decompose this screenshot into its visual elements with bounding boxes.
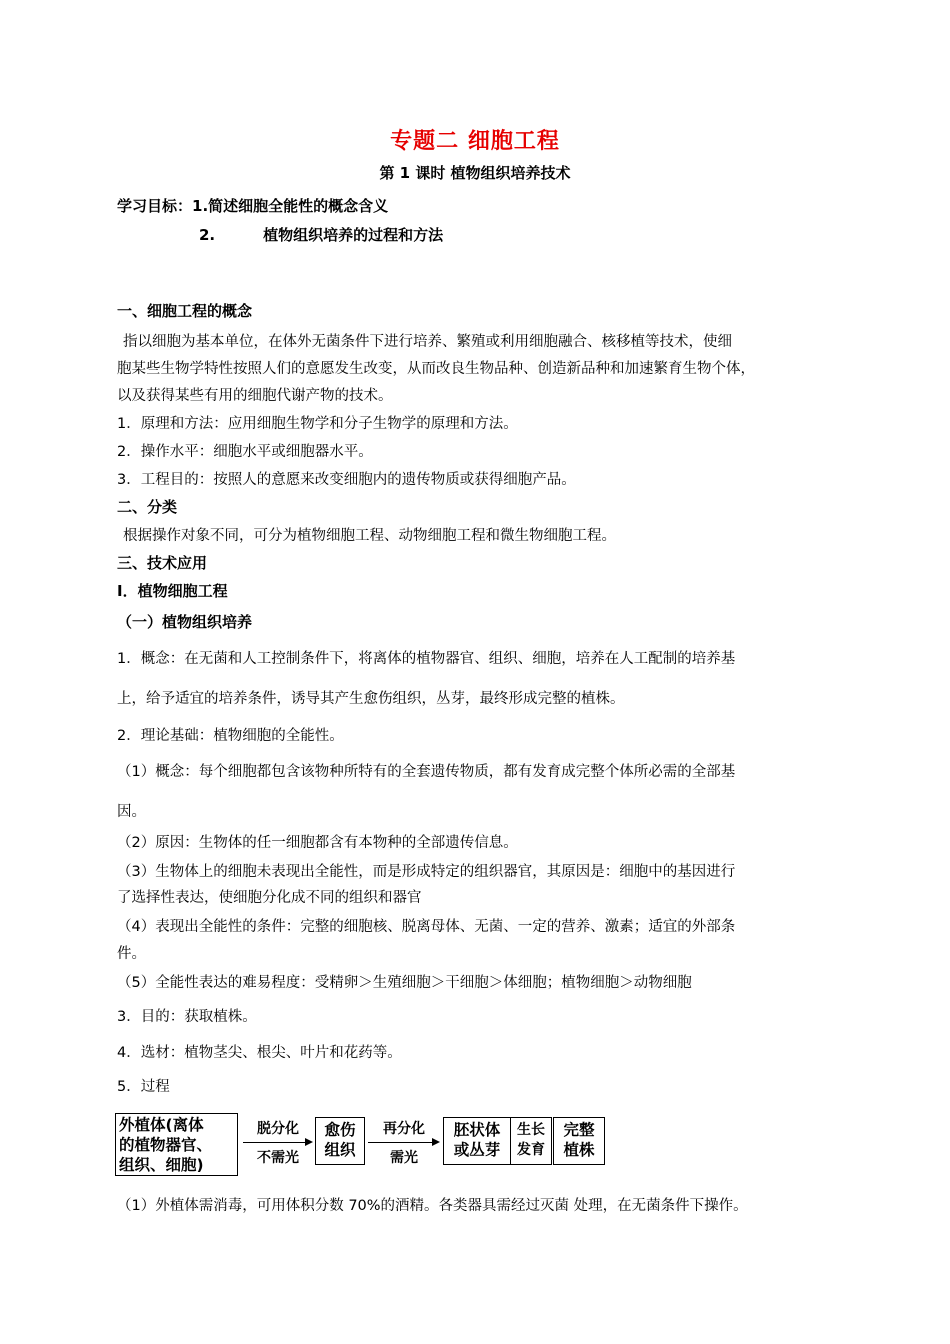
flow-box-line: 愈伤 [324,1121,356,1139]
list-item: （4）表现出全能性的条件：完整的细胞核、脱离母体、无菌、一定的营养、激素；适宜的外部条 [117,919,736,935]
flow-box-line: 发育 [517,1142,545,1158]
section-heading-classification: 二、分类 [117,498,178,516]
subsection-heading: （一）植物组织培养 [117,613,253,631]
paragraph-line: 件。 [117,946,146,962]
list-item: 5．过程 [117,1079,170,1095]
list-item: （5）全能性表达的难易程度：受精卵＞生殖细胞＞干细胞＞体细胞；植物细胞＞动物细胞 [117,975,692,991]
list-item: （2）原因：生物体的任一细胞都含有本物种的全部遗传信息。 [117,835,518,851]
flow-box-callus [315,1117,365,1165]
arrow-label-light: 需光 [390,1150,418,1166]
flow-box-line: 组织 [324,1141,356,1159]
learning-goal-2 [199,224,443,245]
flow-box-line: 外植体(离体 [119,1116,204,1134]
list-item: （3）生物体上的细胞未表现出全能性，而是形成特定的组织器官，其原因是：细胞中的基因进行 [117,864,736,880]
paragraph-line: 指以细胞为基本单位，在体外无菌条件下进行培养、繁殖或利用细胞融合、核移植等技术，使细 [123,334,732,350]
process-flow-diagram [115,1113,605,1176]
lesson-subtitle: 第 1 课时 植物组织培养技术 [379,164,571,182]
flow-box-line: 生长 [517,1122,545,1138]
paragraph-line: 因。 [117,804,146,820]
list-item: 3．工程目的：按照人的意愿来改变细胞内的遗传物质或获得细胞产品。 [117,472,576,488]
flow-box-line: 或丛芽 [453,1141,501,1159]
list-item: 3．目的：获取植株。 [117,1009,257,1025]
goal-2-number: 2. [199,226,216,244]
section-heading-concept: 一、细胞工程的概念 [117,302,253,320]
list-item: 4．选材：植物茎尖、根尖、叶片和花药等。 [117,1045,402,1061]
flow-box-line: 的植物器官、 [119,1136,213,1154]
flow-box-line: 完整 [563,1121,595,1139]
list-item: 1．原理和方法：应用细胞生物学和分子生物学的原理和方法。 [117,416,518,432]
subsection-heading: I．植物细胞工程 [117,582,228,600]
list-item: 1．概念：在无菌和人工控制条件下，将离体的植物器官、组织、细胞，培养在人工配制的培养基 [117,651,736,667]
page-title: 专题二 细胞工程 [390,129,560,154]
paragraph-line: 胞某些生物学特性按照人们的意愿发生改变，从而改良生物品种、创造新品种和加速繁育生物个体， [117,361,755,377]
flow-box-line: 植株 [563,1141,595,1159]
arrow-label-dedifferentiation: 脱分化 [257,1121,299,1137]
list-item: 2．理论基础：植物细胞的全能性。 [117,728,344,744]
flow-box-whole-plant [553,1117,605,1165]
paragraph-line: 根据操作对象不同，可分为植物细胞工程、动物细胞工程和微生物细胞工程。 [123,528,616,544]
section-heading-application: 三、技术应用 [117,554,208,572]
flow-box-embryoid [443,1117,511,1165]
arrow-icon [368,1142,438,1143]
list-item: 2．操作水平：细胞水平或细胞器水平。 [117,444,373,460]
arrow-icon [243,1142,311,1143]
paragraph-line: 了选择性表达，使细胞分化成不同的组织和器官 [117,890,422,906]
list-item: （1）概念：每个细胞都包含该物种所特有的全套遗传物质，都有发育成完整个体所必需的全部基 [117,764,736,780]
learning-goal-1: 学习目标：1.简述细胞全能性的概念含义 [117,197,389,215]
paragraph-line: 上，给予适宜的培养条件，诱导其产生愈伤组织，丛芽，最终形成完整的植株。 [117,691,625,707]
flow-box-line: 组织、细胞) [119,1156,204,1174]
list-item: （1）外植体需消毒，可用体积分数 70%的酒精。各类器具需经过灭菌 处理，在无菌条件下操作。 [117,1198,748,1214]
arrow-label-redifferentiation: 再分化 [383,1121,425,1137]
flow-box-line: 胚状体 [453,1121,501,1139]
arrow-label-no-light: 不需光 [257,1150,299,1166]
goal-2-text: 植物组织培养的过程和方法 [263,226,444,244]
paragraph-line: 以及获得某些有用的细胞代谢产物的技术。 [117,388,393,404]
flow-box-explant [115,1113,238,1176]
flow-box-growth [510,1117,552,1165]
